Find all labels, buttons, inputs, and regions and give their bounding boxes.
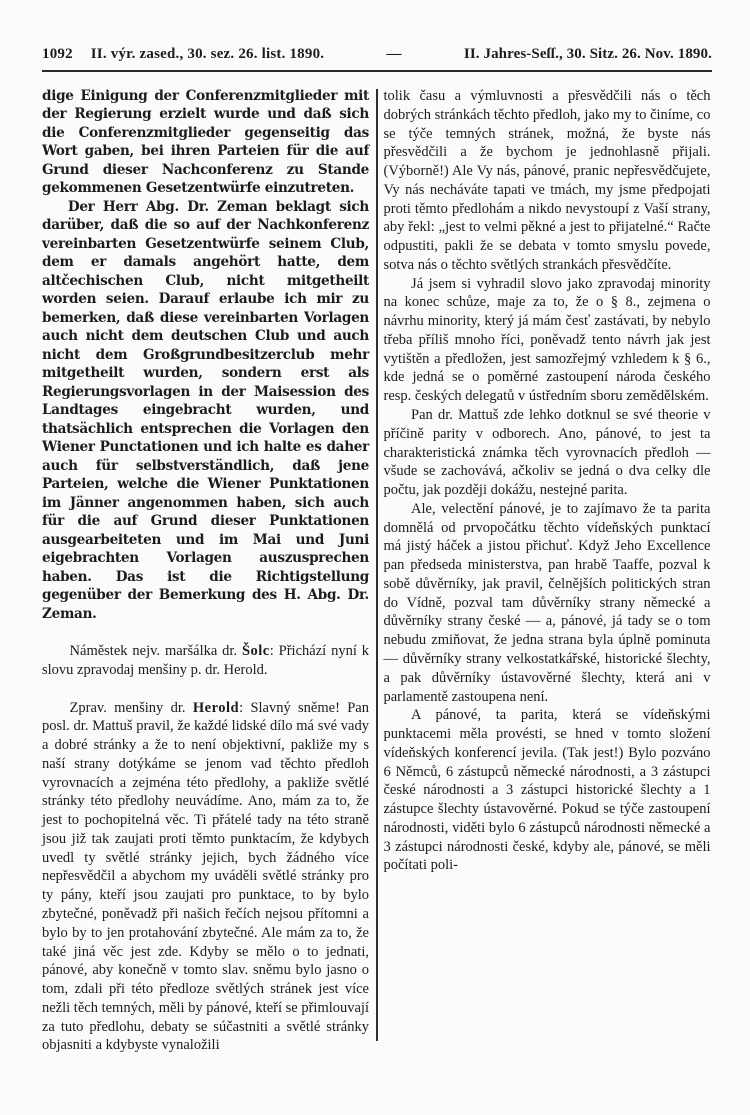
paragraph-text: Der Herr Abg. Dr. Zeman beklagt sich darüber, daß die so auf der Nachkonferenz vereinbarten Gesetzentwürfe seinem Club, dem er damals angehört hatte, dem altčechischen Club, nicht mitgetheilt worden seien. Darauf erlaube ich mir zu bemerken, daß diese vereinbarten Vorlagen auch nicht dem deutschen Club und auch nicht dem Großgrundbesitzerclub mehr mitgetheilt wurden, sondern erst als Regierungsvorlagen in der Maisession des Landtages eingebracht wurden, und thatsächlich entsprechen die Vorlagen den Wiener Punctationen und ich halte es daher auch für selbstverständlich, daß jene Parteien, welche die Wiener Punktationen im Jänner angenommen haben, sich auch für die auf Grund dieser Punktationen ausgearbeiteten und im Mai und Juni eigebrachten Vorlagen auszusprechen haben. Das ist die Richtigstellung gegenüber der Bemerkung des H. Abg. Dr. Zeman. bbox=[42, 198, 369, 622]
header-left bbox=[42, 46, 324, 63]
paragraph bbox=[384, 706, 711, 875]
paragraph-text: A pánové, ta parita, která se vídeňskými punktacemi měla provésti, se hned v tomto složení vídeňských konferencí jevila. (Tak jest!) Bylo pozváno 6 Němců, 6 zástupců německé národnosti, a 3 zástupci české národnosti a 3 zástupci historické šlechty a 1 zástupce šlechty ústavověrné. Pokud se týče zastoupení národnosti, viděti bylo 6 zástupců národnosti německé a 3 zástupci národnosti české, kdyby ale, pánové, se měli počítati poli- bbox=[383, 707, 711, 874]
header-rule bbox=[42, 70, 712, 72]
paragraph bbox=[42, 198, 369, 623]
paragraph bbox=[384, 87, 711, 275]
paragraph bbox=[42, 87, 369, 198]
page-number: 1092 bbox=[42, 46, 73, 62]
speaker-name: Šolc bbox=[241, 643, 270, 660]
german-session-title: II. Jahres-Seſſ., 30. Sitz. 26. Nov. 1890. bbox=[463, 46, 712, 62]
paragraph-text: dige Einigung der Conferenzmitglieder mit der Regierung erzielt wurde und daß sich die Conferenzmitglieder gegenseitig das Wort gaben, bei ihren Parteien für die auf Grund dieser Nachconferenz zu Stande gekommenen Gesetzentwürfe einzutreten. bbox=[42, 88, 369, 197]
czech-session-title: II. výr. zased., 30. sez. 26. list. 1890. bbox=[90, 46, 325, 62]
paragraph bbox=[384, 275, 711, 406]
paragraph bbox=[42, 642, 369, 680]
paragraph-text: tolik času a výmluvnosti a přesvědčili nás o těch dobrých stránkách těchto předloh, jako my to činíme, co se týče temných stránek, možná, že byste nás přesvědčili a že bychom je jednohlasně přijali. (Výborně!) Ale Vy nás, pánové, pranic nepřesvědčujete, Vy nás necháváte tapati ve tmách, my jsme předpojati proti těmto předlohám a nikdo nevystoupí z Vaší strany, aby řekl: „jest to velmi pěkné a jest to přijatelné.“ Račte odpustiti, pakli že se debata v tomto smyslu povede, sotva nás o těchto světlých strankách přesvědčíte. bbox=[383, 88, 711, 273]
paragraph-text: Zprav. menšiny dr. bbox=[69, 699, 193, 716]
right-column bbox=[384, 87, 711, 1055]
left-column bbox=[42, 87, 369, 1055]
paragraph bbox=[42, 699, 369, 1056]
page-header bbox=[42, 46, 712, 63]
paragraph-text: Pan dr. Mattuš zde lehko dotknul se své theorie v příčině parity v odborech. Ano, pánové, to jest ta charakteristická známka těch vyrovnacích předloh — všude se zachovává, ačkoliv se jedná o dva celky dle počtu, jak později dokážu, nestejné parita. bbox=[383, 407, 711, 499]
two-column-body bbox=[42, 87, 712, 1055]
paragraph-text: : Slavný sněme! Pan posl. dr. Mattuš pravil, že každé lidské dílo má své vady a dobré stránky a že to není objektivní, pakliže my s naší strany dotýkáme se jenom vad těchto předloh vyrovnacích a zejména této předlohy, a pakliže světlé stránky této předlohy neuvádíme. Ano, mám za to, že jest to pochopitelná věc. Ti přátelé tady na této straně jsou již tak zaujati proti těmto punktacím, že kdybych uvedl ty světlé stránky jejich, bych žádného více nepřesvědčil a abychom my uváděli světlé stránky pro ty pány, kteří jsou zaujati pro punktace, to by bylo zbytečné, poněvadž při našich řečích nejsou přítomni a bylo by to jen protahování zbytečné. Ale mám za to, že také jiná věc jest zde. Kdyby se mělo o to jednati, pánové, aby konečně v tomto slav. sněmu bylo jasno o tom, zdali při této předloze světlých stránek jest více nežli těch temných, měli by pánové, kteří se přimlouvají za tuto předlohu, debaty se súčastniti a světlé stránky objasniti a kdybyste vynaložili bbox=[42, 699, 369, 1054]
speaker-name: Herold bbox=[192, 699, 240, 716]
paragraph-text: Ale, velectění pánové, je to zajímavo že ta parita domnělá od prvopočátku těchto vídeňských punktací má jistý háček a jistou přichuť. Když Jeho Excellence pan předseda ministerstva, pan hrabě Taaffe, pozval k sobě důvěrníky, jak pravil, čelnějších politických stran do Vídně, pozval tam důvěrníky strany německé a důvěrníky strany české — a, pánové, já tady se o tom nebudu zmiňovat, že jedna strana byla úplně pominuta — důvěrníky strany velkostatkářské, historické šlechty, a pak důvěrníky ústavověrné šlechty, která ani v parlamentě zastoupena není. bbox=[383, 500, 711, 705]
column-divider bbox=[376, 89, 378, 1041]
paragraph bbox=[384, 500, 711, 706]
paragraph-text: Já jsem si vyhradil slovo jako zpravodaj minority na konec schůze, maje za to, že o § 8., zejmena o návrhu minority, který já mám česť zastávati, by nebylo třeba příliš mnoho říci, poněvadž tento návrh jak jest vytištěn a předložen, jest samozřejmý vzhledem k § 6., kde jedná se o poměrné zastoupení národa českého resp. českých delegatů v ústředním sboru zemědělském. bbox=[383, 275, 711, 405]
paragraph-text: Náměstek nejv. maršálka dr. bbox=[69, 643, 242, 660]
header-dash: — bbox=[386, 46, 402, 62]
paragraph-text: : Přichází nyní k slovu zpravodaj menšiny p. dr. Herold. bbox=[42, 643, 369, 678]
paragraph bbox=[384, 406, 711, 500]
